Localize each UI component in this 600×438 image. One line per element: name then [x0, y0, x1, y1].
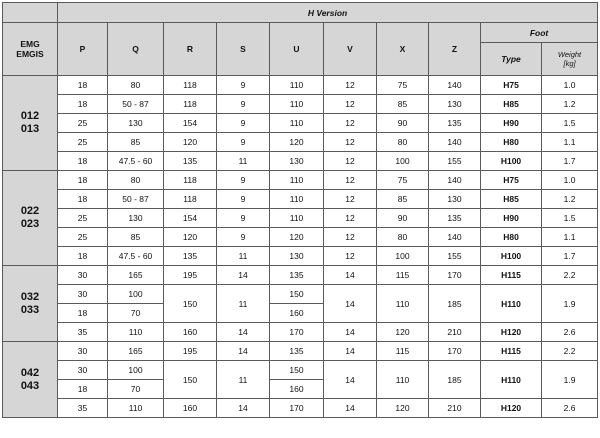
- cell-r: 160: [164, 323, 217, 342]
- cell-r: 118: [164, 95, 217, 114]
- cell-x: 120: [377, 399, 429, 418]
- cell-foot-weight: 1.9: [542, 361, 598, 399]
- cell-foot-weight: 1.0: [542, 76, 598, 95]
- cell-x: 110: [377, 361, 429, 399]
- cell-z: 135: [429, 209, 481, 228]
- cell-v: 12: [324, 133, 377, 152]
- model-code-line1: 022: [20, 205, 40, 217]
- cell-p: 18: [58, 171, 108, 190]
- cell-v: 14: [324, 361, 377, 399]
- header-emg: EMG: [20, 39, 40, 49]
- cell-p: 30: [58, 266, 108, 285]
- cell-foot-type: H85: [481, 95, 542, 114]
- cell-q: 80: [108, 76, 164, 95]
- cell-foot-weight: 2.6: [542, 323, 598, 342]
- cell-v: 14: [324, 323, 377, 342]
- cell-foot-type: H120: [481, 399, 542, 418]
- table-row: [3, 152, 598, 171]
- cell-foot-weight: 1.7: [542, 152, 598, 171]
- cell-r: 150: [164, 285, 217, 323]
- table-row: [3, 190, 598, 209]
- cell-v: 14: [324, 342, 377, 361]
- header-col-v: V: [324, 23, 377, 76]
- cell-s: 9: [217, 95, 270, 114]
- cell-x: 80: [377, 228, 429, 247]
- cell-foot-type: H110: [481, 285, 542, 323]
- cell-v: 12: [324, 247, 377, 266]
- cell-p: 35: [58, 323, 108, 342]
- cell-foot-type: H115: [481, 342, 542, 361]
- cell-s: 11: [217, 247, 270, 266]
- cell-u: 120: [270, 133, 324, 152]
- cell-q: 85: [108, 228, 164, 247]
- model-group-cell: [3, 171, 58, 266]
- cell-z: 140: [429, 228, 481, 247]
- dimension-table-container: [2, 2, 598, 418]
- cell-u: 110: [270, 171, 324, 190]
- cell-u: 110: [270, 95, 324, 114]
- cell-q: 100: [108, 361, 164, 380]
- header-model-group: [3, 23, 58, 76]
- cell-v: 12: [324, 171, 377, 190]
- cell-v: 12: [324, 95, 377, 114]
- cell-p: 35: [58, 399, 108, 418]
- cell-u: 150: [270, 361, 324, 380]
- cell-v: 14: [324, 266, 377, 285]
- cell-x: 90: [377, 209, 429, 228]
- cell-r: 118: [164, 171, 217, 190]
- cell-x: 85: [377, 95, 429, 114]
- cell-p: 18: [58, 247, 108, 266]
- cell-s: 9: [217, 114, 270, 133]
- cell-p: 30: [58, 342, 108, 361]
- h-version-dimension-table: [2, 2, 598, 418]
- model-group-cell: [3, 76, 58, 171]
- cell-v: 12: [324, 228, 377, 247]
- table-row: [3, 247, 598, 266]
- cell-x: 90: [377, 114, 429, 133]
- header-col-q: Q: [108, 23, 164, 76]
- cell-q: 70: [108, 304, 164, 323]
- cell-s: 11: [217, 285, 270, 323]
- cell-s: 11: [217, 152, 270, 171]
- model-group-cell: [3, 342, 58, 418]
- cell-x: 75: [377, 76, 429, 95]
- header-col-z: Z: [429, 23, 481, 76]
- cell-foot-type: H115: [481, 266, 542, 285]
- table-row: [3, 95, 598, 114]
- cell-p: 18: [58, 304, 108, 323]
- cell-q: 165: [108, 342, 164, 361]
- cell-s: 9: [217, 76, 270, 95]
- cell-foot-type: H85: [481, 190, 542, 209]
- cell-r: 160: [164, 399, 217, 418]
- cell-s: 14: [217, 399, 270, 418]
- cell-z: 210: [429, 399, 481, 418]
- cell-v: 12: [324, 76, 377, 95]
- cell-r: 120: [164, 228, 217, 247]
- cell-u: 150: [270, 285, 324, 304]
- cell-u: 130: [270, 247, 324, 266]
- cell-x: 110: [377, 285, 429, 323]
- cell-s: 14: [217, 266, 270, 285]
- cell-z: 130: [429, 95, 481, 114]
- cell-q: 100: [108, 285, 164, 304]
- cell-p: 18: [58, 380, 108, 399]
- cell-q: 70: [108, 380, 164, 399]
- table-row: [3, 76, 598, 95]
- model-code-line2: 013: [20, 123, 40, 135]
- cell-s: 9: [217, 171, 270, 190]
- cell-r: 120: [164, 133, 217, 152]
- cell-u: 110: [270, 114, 324, 133]
- cell-foot-type: H80: [481, 228, 542, 247]
- cell-u: 170: [270, 399, 324, 418]
- cell-u: 120: [270, 228, 324, 247]
- cell-r: 135: [164, 247, 217, 266]
- cell-u: 160: [270, 380, 324, 399]
- header-weight-label: Weight: [557, 50, 582, 59]
- cell-z: 140: [429, 171, 481, 190]
- cell-z: 185: [429, 285, 481, 323]
- cell-foot-weight: 1.1: [542, 228, 598, 247]
- header-foot: Foot: [481, 23, 598, 43]
- cell-x: 80: [377, 133, 429, 152]
- header-col-x: X: [377, 23, 429, 76]
- header-col-r: R: [164, 23, 217, 76]
- cell-p: 18: [58, 76, 108, 95]
- header-col-s: S: [217, 23, 270, 76]
- cell-p: 18: [58, 95, 108, 114]
- cell-z: 155: [429, 152, 481, 171]
- cell-z: 185: [429, 361, 481, 399]
- cell-q: 50 - 87: [108, 95, 164, 114]
- cell-z: 210: [429, 323, 481, 342]
- table-row: [3, 228, 598, 247]
- cell-foot-weight: 1.5: [542, 114, 598, 133]
- cell-p: 30: [58, 361, 108, 380]
- cell-foot-type: H120: [481, 323, 542, 342]
- cell-r: 154: [164, 114, 217, 133]
- header-col-u: U: [270, 23, 324, 76]
- model-code-line2: 033: [20, 303, 40, 316]
- cell-foot-type: H100: [481, 247, 542, 266]
- cell-u: 110: [270, 209, 324, 228]
- cell-v: 14: [324, 285, 377, 323]
- cell-z: 130: [429, 190, 481, 209]
- cell-u: 110: [270, 190, 324, 209]
- cell-foot-weight: 1.1: [542, 133, 598, 152]
- cell-q: 165: [108, 266, 164, 285]
- table-row: [3, 133, 598, 152]
- header-weight-unit: [kg]: [563, 59, 576, 68]
- table-row: [3, 266, 598, 285]
- cell-foot-weight: 2.6: [542, 399, 598, 418]
- model-code-line2: 023: [20, 218, 40, 230]
- table-row: [3, 114, 598, 133]
- table-row: [3, 323, 598, 342]
- cell-foot-weight: 1.0: [542, 171, 598, 190]
- cell-q: 47.5 - 60: [108, 152, 164, 171]
- cell-foot-weight: 2.2: [542, 266, 598, 285]
- cell-foot-type: H100: [481, 152, 542, 171]
- cell-foot-type: H75: [481, 76, 542, 95]
- table-row: [3, 342, 598, 361]
- cell-u: 135: [270, 266, 324, 285]
- cell-foot-type: H90: [481, 209, 542, 228]
- cell-r: 150: [164, 361, 217, 399]
- table-title: H Version: [58, 3, 598, 23]
- cell-p: 30: [58, 285, 108, 304]
- cell-p: 25: [58, 209, 108, 228]
- cell-p: 18: [58, 152, 108, 171]
- cell-foot-type: H90: [481, 114, 542, 133]
- table-row: [3, 171, 598, 190]
- cell-z: 140: [429, 76, 481, 95]
- table-row: [3, 399, 598, 418]
- cell-s: 11: [217, 361, 270, 399]
- cell-foot-type: H80: [481, 133, 542, 152]
- cell-p: 25: [58, 133, 108, 152]
- cell-x: 120: [377, 323, 429, 342]
- cell-q: 47.5 - 60: [108, 247, 164, 266]
- cell-p: 25: [58, 228, 108, 247]
- cell-foot-weight: 1.9: [542, 285, 598, 323]
- cell-q: 130: [108, 209, 164, 228]
- cell-foot-weight: 1.2: [542, 190, 598, 209]
- cell-s: 9: [217, 228, 270, 247]
- cell-u: 170: [270, 323, 324, 342]
- cell-r: 118: [164, 190, 217, 209]
- cell-r: 154: [164, 209, 217, 228]
- cell-z: 170: [429, 342, 481, 361]
- cell-x: 75: [377, 171, 429, 190]
- cell-x: 100: [377, 247, 429, 266]
- cell-foot-type: H75: [481, 171, 542, 190]
- cell-r: 195: [164, 266, 217, 285]
- model-code-line1: 012: [20, 110, 40, 122]
- cell-p: 18: [58, 190, 108, 209]
- table-row: [3, 361, 598, 380]
- cell-p: 25: [58, 114, 108, 133]
- cell-z: 155: [429, 247, 481, 266]
- cell-s: 14: [217, 323, 270, 342]
- cell-x: 115: [377, 266, 429, 285]
- cell-v: 12: [324, 114, 377, 133]
- cell-s: 14: [217, 342, 270, 361]
- cell-v: 12: [324, 190, 377, 209]
- cell-x: 115: [377, 342, 429, 361]
- cell-q: 80: [108, 171, 164, 190]
- model-group-cell: [3, 266, 58, 342]
- cell-z: 135: [429, 114, 481, 133]
- cell-r: 118: [164, 76, 217, 95]
- cell-u: 160: [270, 304, 324, 323]
- cell-v: 14: [324, 399, 377, 418]
- model-code-line2: 043: [20, 379, 40, 392]
- cell-u: 110: [270, 76, 324, 95]
- header-foot-type: Type: [481, 43, 542, 76]
- cell-v: 12: [324, 209, 377, 228]
- cell-q: 85: [108, 133, 164, 152]
- cell-q: 110: [108, 323, 164, 342]
- cell-u: 135: [270, 342, 324, 361]
- cell-s: 9: [217, 133, 270, 152]
- cell-q: 130: [108, 114, 164, 133]
- table-body: [3, 76, 598, 418]
- cell-foot-weight: 1.7: [542, 247, 598, 266]
- cell-u: 130: [270, 152, 324, 171]
- cell-q: 50 - 87: [108, 190, 164, 209]
- table-row: [3, 209, 598, 228]
- cell-z: 170: [429, 266, 481, 285]
- cell-s: 9: [217, 190, 270, 209]
- cell-foot-weight: 1.2: [542, 95, 598, 114]
- cell-x: 85: [377, 190, 429, 209]
- model-code-line1: 042: [20, 366, 40, 379]
- header-col-p: P: [58, 23, 108, 76]
- cell-z: 140: [429, 133, 481, 152]
- cell-s: 9: [217, 209, 270, 228]
- model-code-line1: 032: [20, 290, 40, 303]
- header-emgis: EMGIS: [16, 49, 44, 59]
- cell-r: 195: [164, 342, 217, 361]
- cell-foot-weight: 1.5: [542, 209, 598, 228]
- cell-r: 135: [164, 152, 217, 171]
- cell-q: 110: [108, 399, 164, 418]
- header-foot-weight: [542, 43, 598, 76]
- cell-v: 12: [324, 152, 377, 171]
- cell-foot-type: H110: [481, 361, 542, 399]
- cell-x: 100: [377, 152, 429, 171]
- cell-foot-weight: 2.2: [542, 342, 598, 361]
- table-row: [3, 285, 598, 304]
